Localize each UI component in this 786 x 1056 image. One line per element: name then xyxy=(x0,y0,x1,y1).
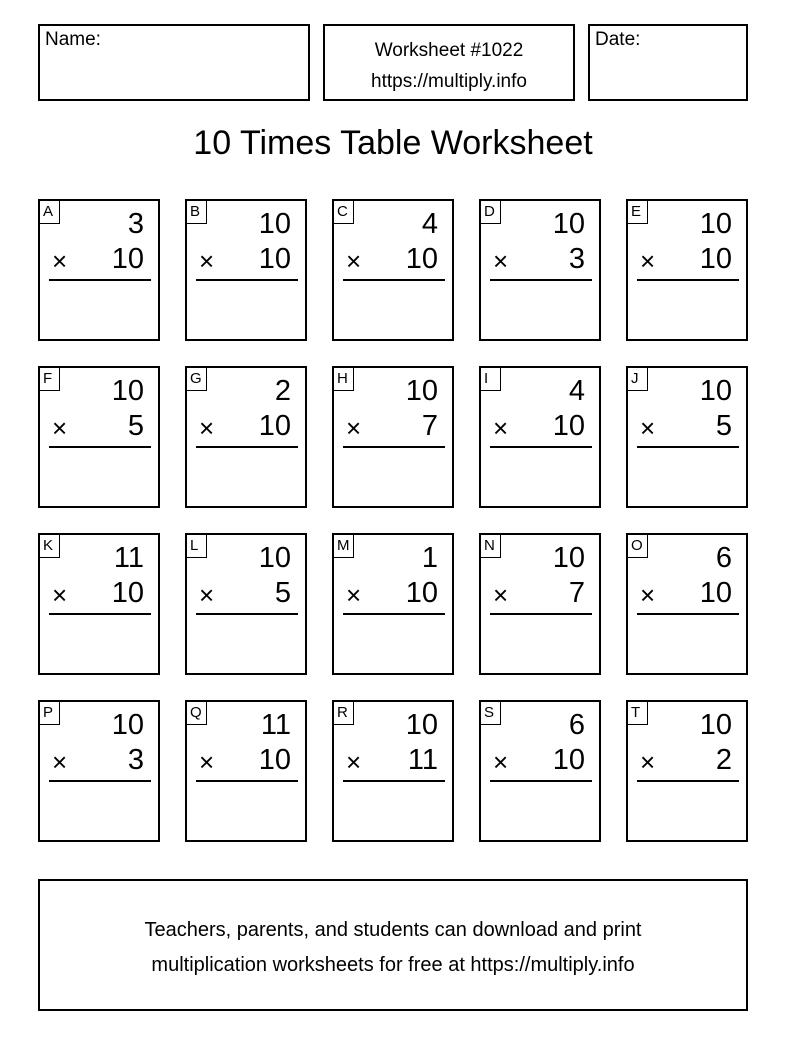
multiply-sign: × xyxy=(640,747,656,777)
problem-letter: N xyxy=(481,535,501,558)
multiplier: 10 xyxy=(111,577,144,609)
problem-letter: P xyxy=(40,702,60,725)
multiply-sign: × xyxy=(346,413,362,443)
multiplicand: 10 xyxy=(699,208,732,240)
multiply-sign: × xyxy=(52,413,68,443)
problem-letter: L xyxy=(187,535,207,558)
multiplier: 7 xyxy=(421,410,438,442)
multiplicand: 10 xyxy=(552,208,585,240)
answer-line xyxy=(49,279,151,281)
multiplicand: 10 xyxy=(699,375,732,407)
multiplier: 10 xyxy=(552,744,585,776)
answer-line xyxy=(490,446,592,448)
multiplicand: 10 xyxy=(258,542,291,574)
problem-letter: J xyxy=(628,368,648,391)
problem-letter: E xyxy=(628,201,648,224)
multiplicand: 2 xyxy=(274,375,291,407)
problem-letter: F xyxy=(40,368,60,391)
multiply-sign: × xyxy=(199,413,215,443)
multiplier: 10 xyxy=(258,410,291,442)
multiplier: 10 xyxy=(552,410,585,442)
multiplier: 2 xyxy=(715,744,732,776)
multiplicand: 10 xyxy=(405,375,438,407)
worksheet-number: Worksheet #1022 xyxy=(374,40,524,61)
problem-letter: I xyxy=(481,368,501,391)
answer-line xyxy=(637,279,739,281)
answer-line xyxy=(343,613,445,615)
problem-card[interactable] xyxy=(332,700,454,842)
problem-card[interactable] xyxy=(185,533,307,675)
multiplier: 7 xyxy=(568,577,585,609)
multiplicand: 10 xyxy=(258,208,291,240)
problem-letter: K xyxy=(40,535,60,558)
problem-card[interactable] xyxy=(185,700,307,842)
problem-letter: S xyxy=(481,702,501,725)
problem-letter: A xyxy=(40,201,60,224)
problem-letter: H xyxy=(334,368,354,391)
answer-line xyxy=(49,446,151,448)
answer-line xyxy=(490,279,592,281)
multiply-sign: × xyxy=(640,413,656,443)
problem-card[interactable] xyxy=(332,533,454,675)
multiplier: 10 xyxy=(699,243,732,275)
answer-line xyxy=(343,780,445,782)
multiply-sign: × xyxy=(493,413,509,443)
answer-line xyxy=(637,780,739,782)
multiplicand: 6 xyxy=(715,542,732,574)
problem-letter: B xyxy=(187,201,207,224)
multiply-sign: × xyxy=(640,580,656,610)
multiply-sign: × xyxy=(493,246,509,276)
date-field[interactable] xyxy=(588,24,748,101)
problem-grid xyxy=(38,199,748,842)
multiplicand: 10 xyxy=(552,542,585,574)
multiplicand: 11 xyxy=(113,542,144,574)
multiplier: 10 xyxy=(111,243,144,275)
problem-card[interactable] xyxy=(185,366,307,508)
problem-card[interactable] xyxy=(479,366,601,508)
date-label: Date: xyxy=(595,29,641,50)
multiplier: 5 xyxy=(715,410,732,442)
multiplier: 10 xyxy=(405,577,438,609)
footer-box xyxy=(38,879,748,1011)
multiply-sign: × xyxy=(52,246,68,276)
multiply-sign: × xyxy=(493,747,509,777)
multiply-sign: × xyxy=(346,246,362,276)
multiplicand: 11 xyxy=(260,709,291,741)
problem-card[interactable] xyxy=(185,199,307,341)
problem-card[interactable] xyxy=(479,533,601,675)
multiplier: 5 xyxy=(127,410,144,442)
multiplicand: 4 xyxy=(568,375,585,407)
problem-card[interactable] xyxy=(38,700,160,842)
multiplier: 10 xyxy=(258,744,291,776)
problem-letter: O xyxy=(628,535,648,558)
multiplicand: 1 xyxy=(421,542,438,574)
page-title: 10 Times Table Worksheet xyxy=(193,124,593,162)
footer-line-1: Teachers, parents, and students can download and print xyxy=(144,919,642,941)
answer-line xyxy=(196,613,298,615)
problem-letter: T xyxy=(628,702,648,725)
multiplicand: 4 xyxy=(421,208,438,240)
problem-card[interactable] xyxy=(626,533,748,675)
multiply-sign: × xyxy=(346,747,362,777)
multiply-sign: × xyxy=(493,580,509,610)
answer-line xyxy=(196,279,298,281)
multiply-sign: × xyxy=(346,580,362,610)
multiplicand: 10 xyxy=(405,709,438,741)
problem-card[interactable] xyxy=(626,199,748,341)
name-field[interactable] xyxy=(38,24,310,101)
multiplier: 10 xyxy=(258,243,291,275)
multiplicand: 10 xyxy=(111,709,144,741)
footer-line-2: multiplication worksheets for free at https://multiply.info xyxy=(151,954,635,976)
name-label: Name: xyxy=(45,29,101,50)
answer-line xyxy=(49,780,151,782)
worksheet-info-box xyxy=(323,24,575,101)
problem-letter: D xyxy=(481,201,501,224)
problem-letter: M xyxy=(334,535,354,558)
problem-card[interactable] xyxy=(332,366,454,508)
multiplier: 10 xyxy=(405,243,438,275)
answer-line xyxy=(490,780,592,782)
multiplier: 10 xyxy=(699,577,732,609)
multiplicand: 10 xyxy=(111,375,144,407)
problem-letter: R xyxy=(334,702,354,725)
multiplicand: 10 xyxy=(699,709,732,741)
multiplier: 3 xyxy=(127,744,144,776)
problem-letter: G xyxy=(187,368,207,391)
problem-card[interactable] xyxy=(38,199,160,341)
problem-card[interactable] xyxy=(626,366,748,508)
multiply-sign: × xyxy=(199,246,215,276)
answer-line xyxy=(196,780,298,782)
problem-card[interactable] xyxy=(38,366,160,508)
answer-line xyxy=(196,446,298,448)
answer-line xyxy=(490,613,592,615)
multiply-sign: × xyxy=(640,246,656,276)
problem-card[interactable] xyxy=(332,199,454,341)
problem-card[interactable] xyxy=(479,700,601,842)
answer-line xyxy=(637,613,739,615)
worksheet-url: https://multiply.info xyxy=(371,71,527,92)
multiplier: 5 xyxy=(274,577,291,609)
answer-line xyxy=(637,446,739,448)
multiply-sign: × xyxy=(199,580,215,610)
answer-line xyxy=(49,613,151,615)
multiply-sign: × xyxy=(199,747,215,777)
multiply-sign: × xyxy=(52,580,68,610)
problem-letter: C xyxy=(334,201,354,224)
problem-letter: Q xyxy=(187,702,207,725)
answer-line xyxy=(343,279,445,281)
multiplicand: 3 xyxy=(127,208,144,240)
multiplicand: 6 xyxy=(568,709,585,741)
multiply-sign: × xyxy=(52,747,68,777)
problem-card[interactable] xyxy=(626,700,748,842)
multiplier: 3 xyxy=(568,243,585,275)
problem-card[interactable] xyxy=(479,199,601,341)
problem-card[interactable] xyxy=(38,533,160,675)
multiplier: 11 xyxy=(407,744,438,776)
answer-line xyxy=(343,446,445,448)
